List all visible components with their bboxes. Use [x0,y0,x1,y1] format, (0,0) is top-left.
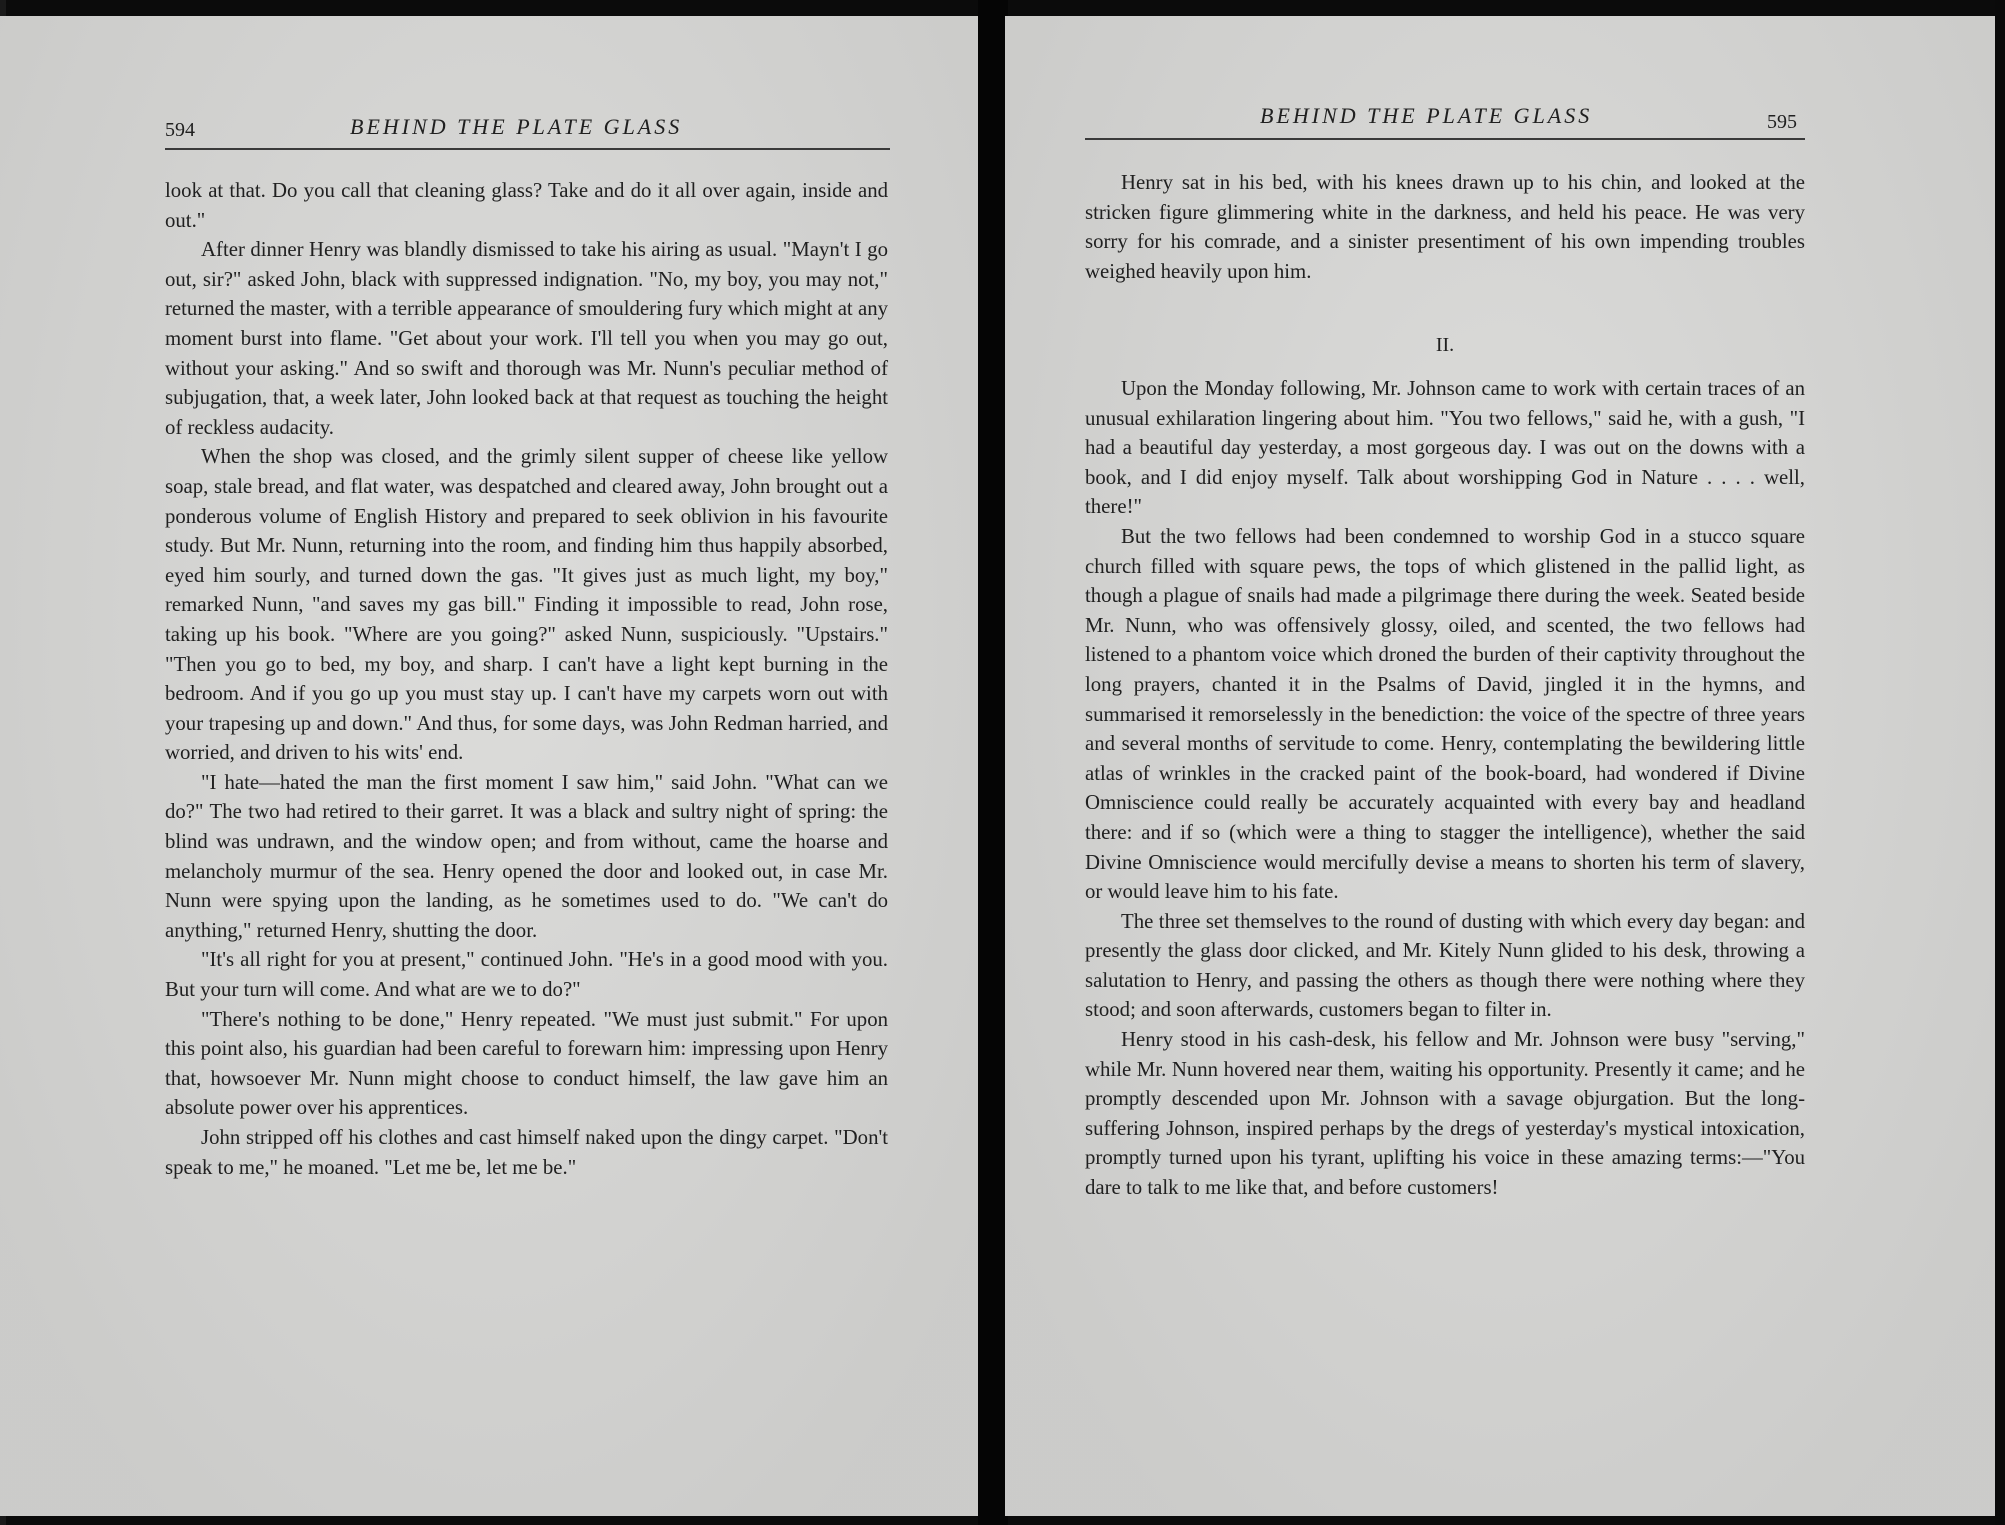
paragraph: John stripped off his clothes and cast himself naked upon the dingy carpet. "Don't speak to me," he moaned. "Let me be, let me be." [165,1126,888,1179]
section-heading: II. [1435,334,1455,356]
paragraph: But the two fellows had been condemned to worship God in a stucco square church filled with square pews, the tops of which glistened in the pallid light, as though a plague of snails had made a pilgrimage there during the week. Seated beside Mr. Nunn, who was offensively glossy, oiled, and scented, the two fellows had listened to a phantom voice which droned the burden of their captivity throughout the long prayers, chanted it in the Psalms of David, jingled it in the hymns, and summarised it remorselessly in the benediction: the voice of the spectre of three years and several months of servitude to come. Henry, contemplating the bewildering little atlas of wrinkles in the cracked paint of the book-board, had wondered if Divine Omniscience could really be accurately acquainted with every bay and headland there: and if so (which were a thing to stagger the intelligence), whether the said Divine Omniscience would mercifully devise a means to shorten his term of slavery, or would leave him to his fate. [1085,524,1805,904]
book-gutter [978,0,1008,1525]
left-header-rule [165,148,890,150]
paragraph: Upon the Monday following, Mr. Johnson came to work with certain traces of an unusual exhilaration lingering about him. "You two fellows," said he, with a gush, "I had a beautiful day yesterday, a most gorgeous day. I was out on the downs with a book, and I did enjoy myself. Talk about worshipping God in Nature . . . . well, there!" [1085,377,1805,519]
right-running-title: BEHIND THE PLATE GLASS [1260,103,1593,128]
paragraph: After dinner Henry was blandly dismissed to take his airing as usual. "Mayn't I go out, sir?" asked John, black with suppressed indignation. "No, my boy, you may not," returned the master, with a terrible appearance of smouldering fury which might at any moment burst into flame. "Get about your work. I'll tell you when you may go out, without your asking." And so swift and thorough was Mr. Nunn's peculiar method of subjugation, that, a week later, John looked back at that request as touching the height of reckless audacity. [165,238,888,439]
left-page-body [165,176,888,1182]
paragraph: Henry sat in his bed, with his knees drawn up to his chin, and looked at the stricken figure glimmering white in the darkness, and held his peace. He was very sorry for his comrade, and a sinister presentiment of his own impending troubles weighed heavily upon him. [1085,171,1805,283]
paragraph: Henry stood in his cash-desk, his fellow and Mr. Johnson were busy "serving," while Mr. Nunn hovered near them, waiting his opportunity. Presently it came; and he promptly descended upon Mr. Johnson with a savage objurgation. But the long-suffering Johnson, inspired perhaps by the dregs of yesterday's mystical intoxication, promptly turned upon his tyrant, uplifting his voice in these amazing terms:—"You dare to talk to me like that, and before customers! [1085,1028,1805,1200]
right-edge-shadow [1995,0,2005,1525]
paragraph: look at that. Do you call that cleaning glass? Take and do it all over again, inside and out." [165,179,888,232]
left-page-number: 594 [165,119,195,141]
paragraph: The three set themselves to the round of dusting with which every day began: and presently the glass door clicked, and Mr. Kitely Nunn glided to his desk, throwing a salutation to Henry, and passing the others as though there were nothing where they stood; and soon afterwards, customers began to filter in. [1085,909,1805,1022]
right-page [1005,16,2005,1516]
right-page-body-main [1085,374,1805,1203]
left-page [0,16,980,1516]
paragraph: "It's all right for you at present," continued John. "He's in a good mood with you. But your turn will come. And what are we to do?" [165,948,888,1002]
paragraph: "I hate—hated the man the first moment I saw him," said John. "What can we do?" The two had retired to their garret. It was a black and sultry night of spring: the blind was undrawn, and the window open; and from without, came the hoarse and melancholy murmur of the sea. Henry opened the door and looked out, in case Mr. Nunn were spying upon the landing, as he sometimes used to do. "We can't do anything," returned Henry, shutting the door. [165,770,888,942]
right-page-number: 595 [1767,111,1797,133]
right-header-rule [1085,138,1805,140]
left-running-title: BEHIND THE PLATE GLASS [350,114,683,139]
paragraph: When the shop was closed, and the grimly silent supper of cheese like yellow soap, stale bread, and flat water, was despatched and cleared away, John brought out a ponderous volume of English History and prepared to seek oblivion in his favourite study. But Mr. Nunn, returning into the room, and finding him thus happily absorbed, eyed him sourly, and turned down the gas. "It gives just as much light, my boy," remarked Nunn, "and saves my gas bill." Finding it impossible to read, John rose, taking up his book. "Where are you going?" asked Nunn, suspiciously. "Upstairs." "Then you go to bed, my boy, and sharp. I can't have a light kept burning in the bedroom. And if you go up you must stay up. I can't have my carpets worn out with your trapesing up and down." And thus, for some days, was John Redman harried, and worried, and driven to his wits' end. [165,445,888,765]
right-page-body-top [1085,168,1805,286]
paragraph: "There's nothing to be done," Henry repeated. "We must just submit." For upon this point also, his guardian had been careful to forewarn him: impressing upon Henry that, howsoever Mr. Nunn might choose to conduct himself, the law gave him an absolute power over his apprentices. [165,1007,888,1120]
